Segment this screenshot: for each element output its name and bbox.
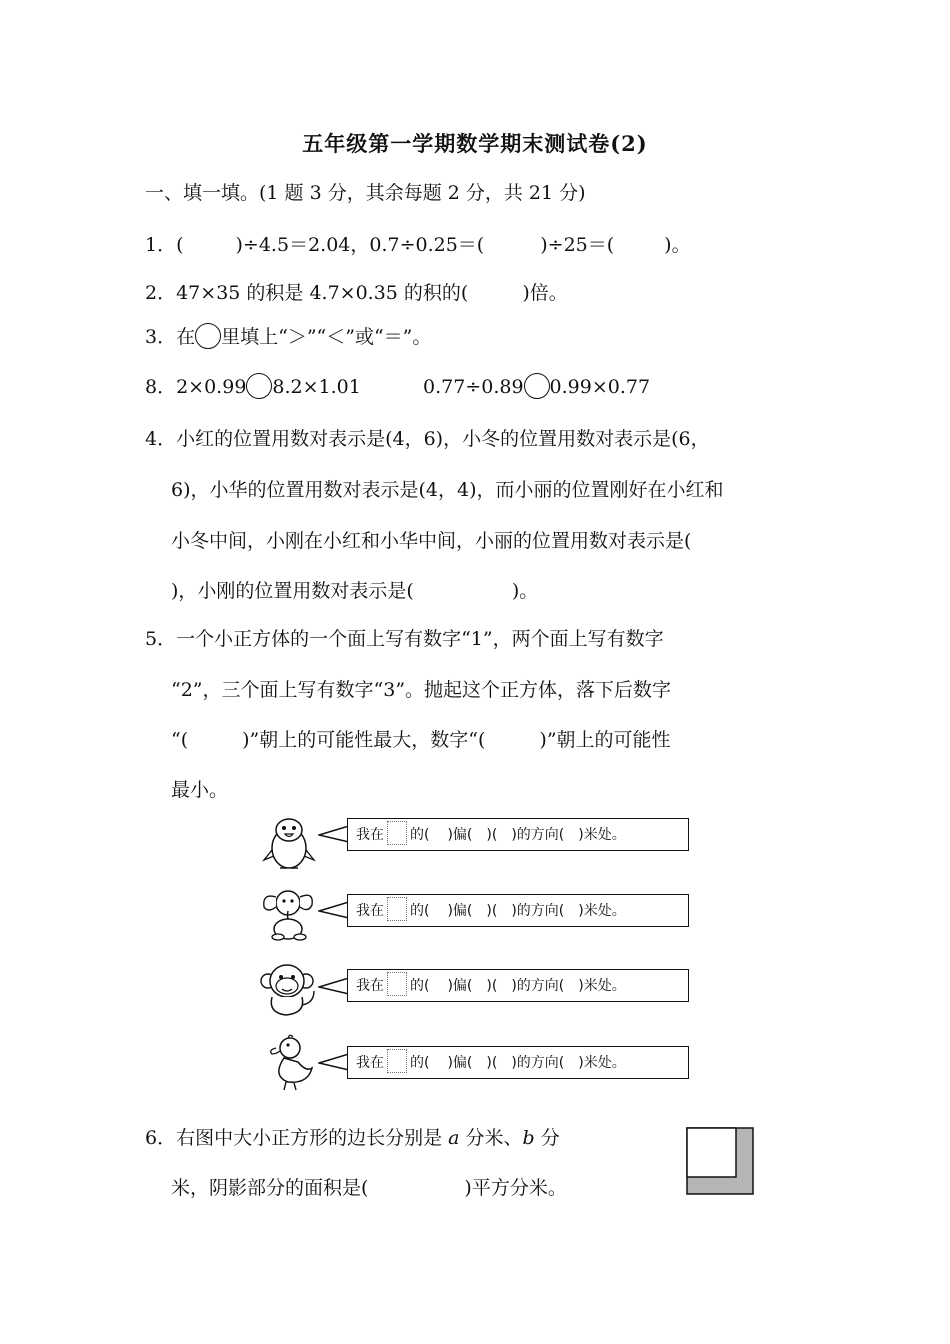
text: )÷25＝( — [540, 234, 615, 256]
blank-circle-icon — [195, 323, 221, 349]
speech-bubble-4 — [347, 1046, 689, 1079]
text: )。 — [664, 234, 691, 256]
speech-tail-icon — [318, 1050, 349, 1074]
blank-circle-icon — [524, 373, 550, 399]
figure-placeholder-icon — [387, 897, 407, 921]
text: 我在 — [356, 978, 384, 994]
text: )平方分米。 — [464, 1177, 567, 1199]
speech-tail-icon — [318, 974, 349, 998]
question-5-line-4: 最小。 — [171, 779, 229, 801]
text: )的方向( — [511, 827, 565, 843]
text: )”朝上的可能性 — [539, 729, 671, 751]
expression: 8．2×0.99 — [145, 376, 247, 398]
text: )米处。 — [578, 903, 626, 919]
text: 分米、 — [459, 1127, 523, 1149]
variable-a: a — [448, 1127, 460, 1149]
question-5-line-2: “2”，三个面上写有数字“3”。抛起这个正方体，落下后数字 — [171, 679, 672, 701]
page-title: 五年级第一学期数学期末测试卷(2) — [302, 131, 648, 156]
comparison-1 — [145, 373, 361, 400]
speech-bubble-2 — [347, 894, 689, 927]
text: 的( — [410, 903, 430, 919]
figure-placeholder-icon — [387, 972, 407, 996]
text: )偏( — [447, 827, 473, 843]
text: )偏( — [447, 978, 473, 994]
question-3 — [145, 323, 431, 350]
text: “( — [171, 729, 189, 751]
text: )的方向( — [511, 903, 565, 919]
text: )”朝上的可能性最大，数字“( — [242, 729, 486, 751]
text: 6．右图中大小正方形的边长分别是 — [145, 1127, 449, 1149]
variable-b: b — [522, 1127, 535, 1149]
text: 的( — [410, 827, 430, 843]
question-number: 1． — [145, 234, 177, 256]
elephant-icon — [256, 883, 318, 945]
question-6-line-1 — [145, 1125, 560, 1151]
text: ( — [176, 234, 184, 256]
text: )，小刚的位置用数对表示是( — [171, 580, 414, 602]
question-4-line-4 — [171, 578, 538, 604]
text: )米处。 — [578, 978, 626, 994]
expression: 0.99×0.77 — [549, 376, 651, 398]
small-square — [687, 1128, 736, 1177]
text: )÷4.5＝2.04，0.7÷0.25＝( — [235, 234, 485, 256]
text: )的方向( — [511, 978, 565, 994]
figure-placeholder-icon — [387, 821, 407, 845]
text: )( — [486, 978, 498, 994]
monkey-icon — [256, 957, 318, 1019]
question-5-line-1: 5．一个小正方体的一个面上写有数字“1”，两个面上写有数字 — [145, 628, 664, 650]
question-5-line-3 — [171, 727, 671, 753]
text: )( — [486, 903, 498, 919]
blank-circle-icon — [246, 373, 272, 399]
squares-figure — [686, 1127, 754, 1195]
text: 我在 — [356, 903, 384, 919]
section-heading: 一、填一填。(1 题 3 分，其余每题 2 分，共 21 分) — [145, 182, 586, 204]
text: 47×35 的积是 4.7×0.35 的积的( — [176, 282, 469, 304]
text: 在 — [176, 326, 196, 348]
speech-tail-icon — [318, 822, 349, 846]
text: )( — [486, 1055, 498, 1071]
text: 的( — [410, 1055, 430, 1071]
text: 米，阴影部分的面积是( — [171, 1177, 369, 1199]
question-4-line-1: 4．小红的位置用数对表示是(4，6)，小冬的位置用数对表示是(6， — [145, 428, 710, 450]
speech-bubble-1 — [347, 818, 689, 851]
question-2 — [145, 280, 568, 306]
question-1 — [145, 232, 691, 258]
text: 我在 — [356, 827, 384, 843]
text: )倍。 — [522, 282, 568, 304]
figure-placeholder-icon — [387, 1049, 407, 1073]
text: )偏( — [447, 1055, 473, 1071]
text: )( — [486, 827, 498, 843]
question-4-line-3: 小冬中间，小刚在小红和小华中间，小丽的位置用数对表示是( — [171, 530, 692, 552]
duck-icon — [262, 1032, 324, 1094]
comparison-2 — [423, 373, 650, 400]
text: 的( — [410, 978, 430, 994]
text: )。 — [511, 580, 539, 602]
penguin-icon — [258, 810, 320, 872]
question-number: 3． — [145, 326, 177, 348]
question-6-line-2 — [171, 1175, 567, 1201]
expression: 0.77÷0.89 — [423, 376, 524, 398]
speech-tail-icon — [318, 898, 349, 922]
text: 里填上“＞”“＜”或“＝”。 — [221, 326, 432, 348]
question-4-line-2: 6)，小华的位置用数对表示是(4，4)，而小丽的位置刚好在小红和 — [171, 479, 724, 501]
text: )的方向( — [511, 1055, 565, 1071]
speech-bubble-3 — [347, 969, 689, 1002]
text: )偏( — [447, 903, 473, 919]
text: )米处。 — [578, 827, 626, 843]
expression: 8.2×1.01 — [272, 376, 361, 398]
text: 我在 — [356, 1055, 384, 1071]
question-number: 2． — [145, 282, 177, 304]
text: )米处。 — [578, 1055, 626, 1071]
text: 分 — [534, 1127, 560, 1149]
